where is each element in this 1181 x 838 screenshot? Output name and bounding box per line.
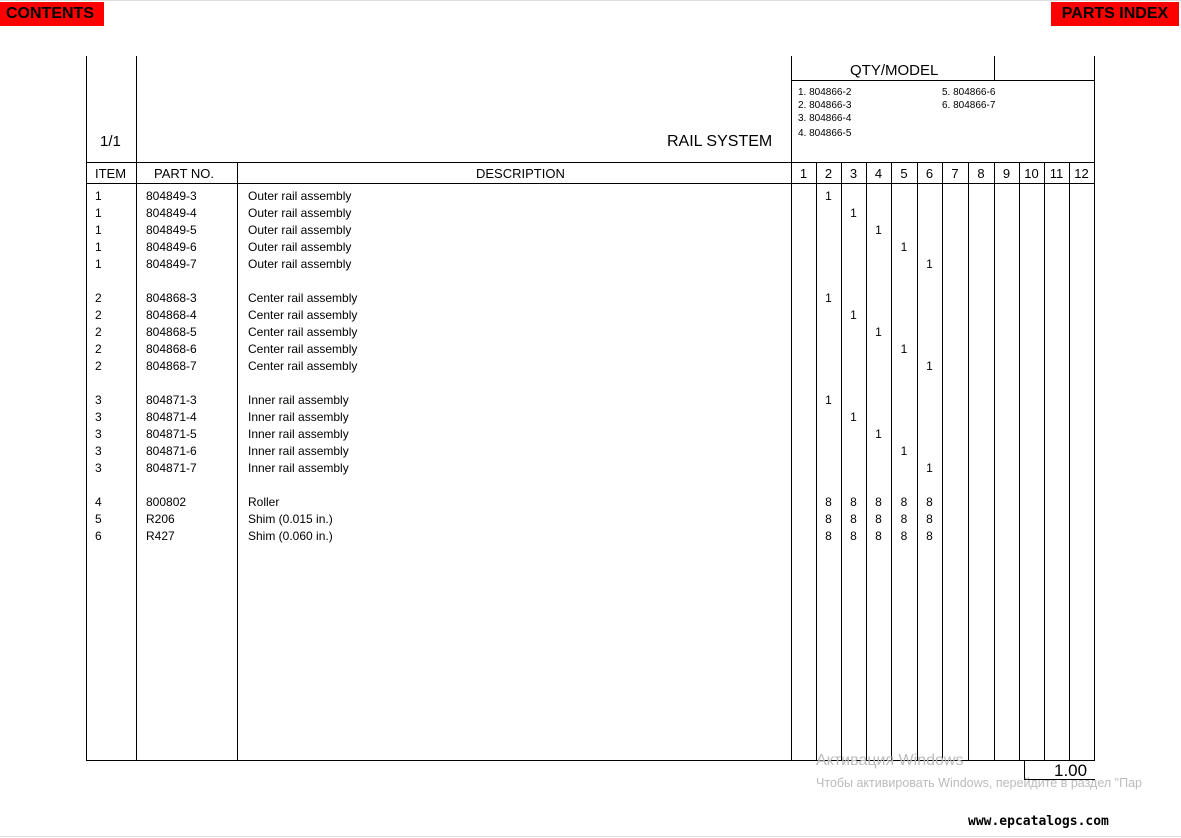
description-cell: Inner rail assembly: [248, 410, 349, 424]
item-cell: 6: [95, 529, 102, 543]
qty-col-header: 7: [951, 166, 959, 181]
description-cell: Outer rail assembly: [248, 206, 352, 220]
qty-cell: 1: [926, 359, 933, 373]
qty-cell: 8: [875, 495, 882, 509]
item-cell: 2: [95, 325, 102, 339]
qty-cell: 1: [850, 308, 857, 322]
qty-cell: 1: [850, 206, 857, 220]
part-no-cell: 804868-5: [146, 325, 197, 339]
part-no-cell: 804871-3: [146, 393, 197, 407]
qty-cell: 1: [926, 461, 933, 475]
item-cell: 3: [95, 393, 102, 407]
item-cell: 2: [95, 359, 102, 373]
description-cell: Center rail assembly: [248, 359, 358, 373]
model-item: 1. 804866-2: [798, 87, 852, 98]
part-no-cell: 804849-6: [146, 240, 197, 254]
qty-col-header: 6: [925, 166, 934, 181]
qty-cell: 8: [926, 529, 933, 543]
sheet-title: RAIL SYSTEM: [667, 133, 773, 150]
bottom-border: [0, 836, 1181, 837]
description-cell: Inner rail assembly: [248, 427, 349, 441]
part-no-cell: 804868-4: [146, 308, 197, 322]
top-border: [0, 0, 1181, 1]
model-item: 5. 804866-6: [942, 87, 996, 98]
qty-cell: 1: [825, 189, 832, 203]
model-item: 4. 804866-5: [798, 128, 852, 139]
qty-col-header: 8: [977, 166, 985, 181]
site-url[interactable]: www.epcatalogs.com: [968, 814, 1109, 829]
qty-cell: 1: [825, 393, 832, 407]
qty-col-header: 11: [1049, 166, 1064, 181]
model-item: 3. 804866-4: [798, 113, 852, 124]
item-cell: 1: [95, 240, 102, 254]
part-no-cell: 804849-3: [146, 189, 197, 203]
qty-col-header: 9: [1002, 166, 1011, 181]
windows-watermark-text: Чтобы активировать Windows, перейдите в раздел "Пар: [816, 776, 1142, 790]
item-cell: 5: [95, 512, 102, 526]
item-cell: 4: [95, 495, 102, 509]
qty-cell: 8: [900, 495, 908, 509]
qty-model-title: QTY/MODEL: [850, 62, 939, 79]
qty-cell: 1: [850, 410, 857, 424]
qty-col-divider: [1019, 162, 1020, 761]
part-no-cell: 804871-7: [146, 461, 197, 475]
description-cell: Outer rail assembly: [248, 189, 352, 203]
qty-cell: 8: [850, 495, 857, 509]
part-no-cell: 804868-6: [146, 342, 197, 356]
description-cell: Center rail assembly: [248, 308, 358, 322]
part-no-header: PART NO.: [154, 166, 214, 181]
description-header: DESCRIPTION: [476, 166, 565, 181]
part-col-divider: [237, 162, 238, 761]
qty-col-divider: [994, 162, 995, 761]
qty-title-line: [791, 80, 1095, 81]
item-cell: 3: [95, 410, 102, 424]
qty-cell: 8: [850, 529, 857, 543]
qty-cell: 8: [825, 512, 832, 526]
item-cell: 3: [95, 427, 102, 441]
qty-col-divider: [866, 162, 867, 761]
description-cell: Outer rail assembly: [248, 223, 352, 237]
description-cell: Center rail assembly: [248, 342, 358, 356]
part-no-cell: 804871-4: [146, 410, 197, 424]
qty-cell: 1: [875, 325, 882, 339]
qty-col-divider: [841, 162, 842, 761]
qty-cell: 8: [926, 495, 933, 509]
qty-cell: 8: [850, 512, 857, 526]
description-cell: Outer rail assembly: [248, 240, 352, 254]
qty-cell: 8: [900, 529, 908, 543]
contents-button[interactable]: CONTENTS: [0, 2, 104, 26]
item-cell: 1: [95, 257, 102, 271]
qty-cell: 8: [900, 512, 908, 526]
page-number: 1/1: [100, 133, 121, 150]
qty-col-divider: [1069, 162, 1070, 761]
description-cell: Inner rail assembly: [248, 444, 349, 458]
qty-col-divider: [968, 162, 969, 761]
item-cell: 2: [95, 308, 102, 322]
qty-cell: 1: [900, 240, 908, 254]
part-no-cell: 804849-5: [146, 223, 197, 237]
part-no-cell: R427: [146, 529, 175, 543]
qty-col-header: 12: [1074, 166, 1089, 181]
part-no-cell: R206: [146, 512, 175, 526]
description-cell: Center rail assembly: [248, 325, 358, 339]
qty-cell: 1: [900, 342, 908, 356]
qty-cell: 8: [926, 512, 933, 526]
part-no-cell: 804871-6: [146, 444, 197, 458]
qty-cell: 8: [875, 529, 882, 543]
qty-cell: 1: [926, 257, 933, 271]
model-item: 2. 804866-3: [798, 100, 852, 111]
part-no-cell: 804849-4: [146, 206, 197, 220]
description-cell: Outer rail assembly: [248, 257, 352, 271]
qty-col-header: 10: [1024, 166, 1039, 181]
description-cell: Inner rail assembly: [248, 461, 349, 475]
header-bottom-line: [86, 183, 1095, 184]
item-cell: 1: [95, 206, 102, 220]
part-no-cell: 804868-7: [146, 359, 197, 373]
qty-col-divider: [1044, 162, 1045, 761]
part-no-cell: 804871-5: [146, 427, 197, 441]
footer-number: 1.00: [1054, 761, 1088, 780]
item-header: ITEM: [95, 166, 127, 181]
item-cell: 1: [95, 189, 102, 203]
qty-col-header: 3: [849, 166, 858, 181]
qty-col-header: 5: [900, 166, 908, 181]
part-no-cell: 804849-7: [146, 257, 197, 271]
item-cell: 2: [95, 291, 102, 305]
qty-col-divider: [816, 162, 817, 761]
qty-col-header: 1: [799, 166, 808, 181]
part-no-cell: 804868-3: [146, 291, 197, 305]
item-cell: 1: [95, 223, 102, 237]
item-cell: 3: [95, 461, 102, 475]
item-cell: 3: [95, 444, 102, 458]
qty-cell: 1: [900, 444, 908, 458]
qty-cell: 8: [825, 495, 832, 509]
item-cell: 2: [95, 342, 102, 356]
qty-cell: 1: [825, 291, 832, 305]
description-cell: Center rail assembly: [248, 291, 358, 305]
part-no-cell: 800802: [146, 495, 187, 509]
qty-cell: 8: [875, 512, 882, 526]
header-top-line: [86, 162, 1095, 163]
qty-title-divider: [994, 56, 995, 81]
description-cell: Shim (0.060 in.): [248, 529, 333, 543]
description-cell: Inner rail assembly: [248, 393, 349, 407]
qty-cell: 1: [875, 427, 882, 441]
description-cell: Roller: [248, 495, 280, 509]
qty-col-header: 2: [824, 166, 833, 181]
description-cell: Shim (0.015 in.): [248, 512, 333, 526]
qty-col-divider: [942, 162, 943, 761]
model-item: 6. 804866-7: [942, 100, 996, 111]
qty-col-header: 4: [874, 166, 883, 181]
windows-watermark-title: Активация Windows: [816, 752, 964, 769]
qty-cell: 1: [875, 223, 882, 237]
qty-cell: 8: [825, 529, 832, 543]
parts-index-button[interactable]: PARTS INDEX: [1051, 2, 1179, 26]
